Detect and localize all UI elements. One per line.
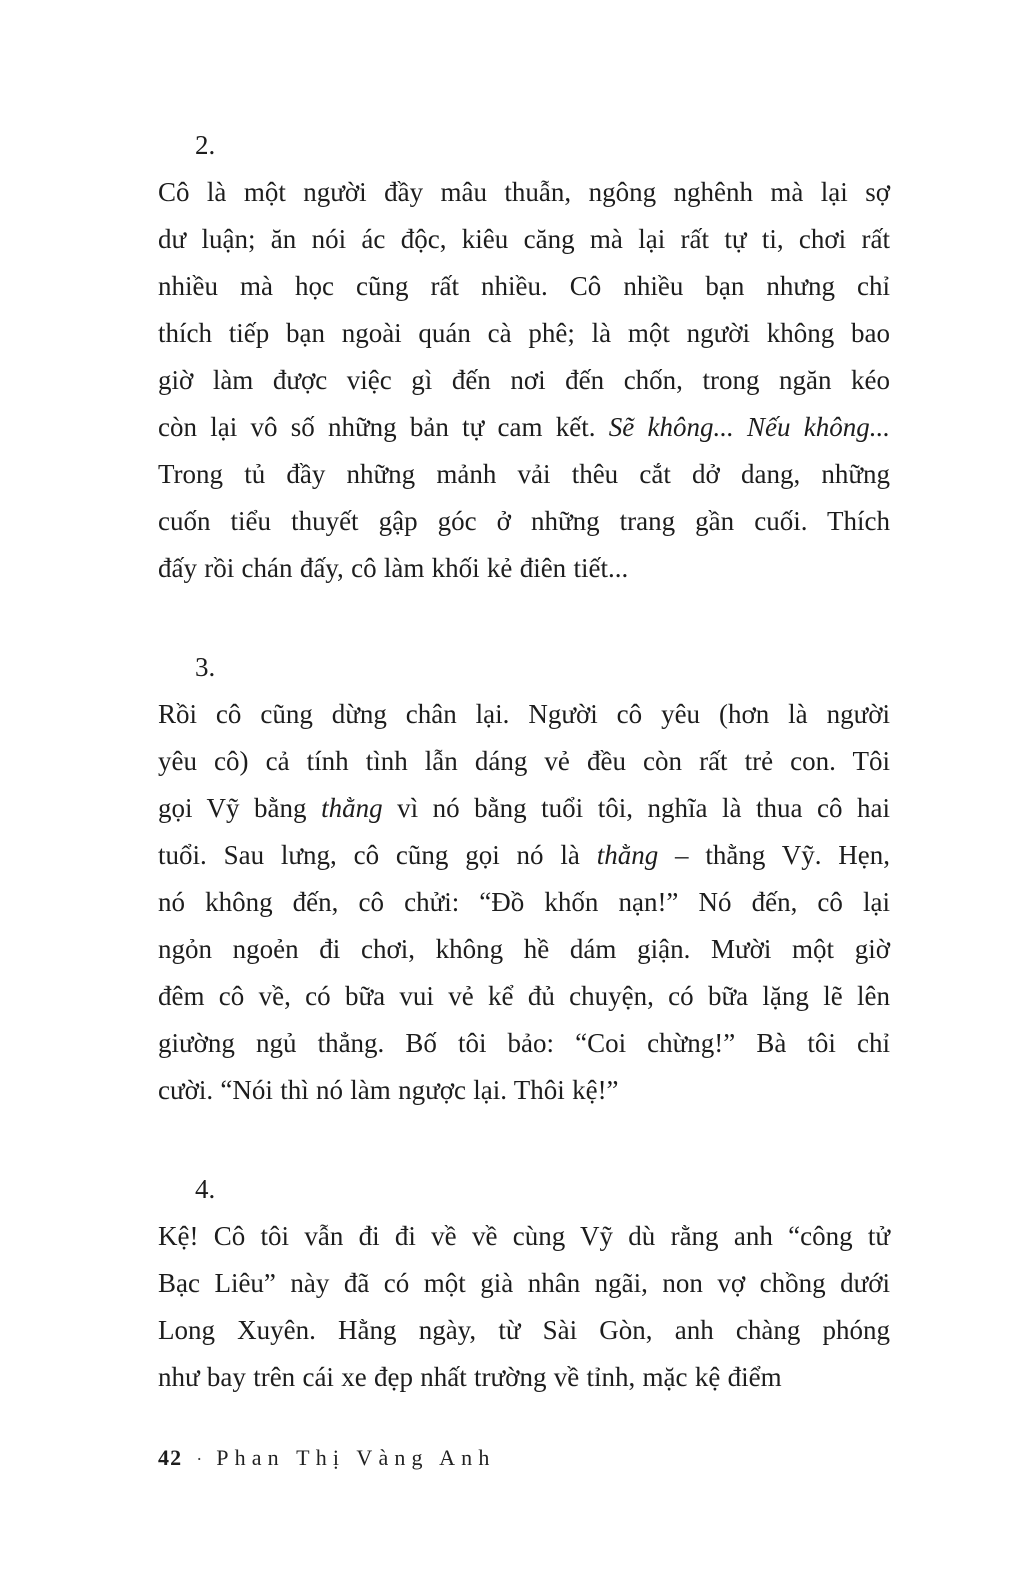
page-content <box>158 0 890 1401</box>
page-footer <box>158 1445 1024 1471</box>
text-line: yêu cô) cả tính tình lẫn dáng vẻ đều còn rất trẻ con. Tôi <box>158 746 890 776</box>
page-number: 42 <box>158 1445 183 1470</box>
text-line: cuốn tiểu thuyết gập góc ở những trang gần cuối. Thích <box>158 506 890 536</box>
text-line: đêm cô về, có bữa vui vẻ kể đủ chuyện, có bữa lặng lẽ lên <box>158 981 890 1011</box>
section-number: 3. <box>195 652 216 682</box>
text-line: Long Xuyên. Hằng ngày, từ Sài Gòn, anh chàng phóng <box>158 1315 890 1345</box>
text-line: nó không đến, cô chửi: “Đồ khốn nạn!” Nó đến, cô lại <box>158 887 890 917</box>
text-line: dư luận; ăn nói ác độc, kiêu căng mà lại rất tự ti, chơi rất <box>158 224 890 254</box>
text-line: gọi Vỹ bằng thằng vì nó bằng tuổi tôi, nghĩa là thua cô hai <box>158 793 890 823</box>
text-line: thích tiếp bạn ngoài quán cà phê; là một người không bao <box>158 318 890 348</box>
text-line: nhiều mà học cũng rất nhiều. Cô nhiều bạn nhưng chỉ <box>158 271 890 301</box>
text-line: giường ngủ thẳng. Bố tôi bảo: “Coi chừng!” Bà tôi chỉ <box>158 1028 890 1058</box>
text-line: tuổi. Sau lưng, cô cũng gọi nó là thằng – thằng Vỹ. Hẹn, <box>158 840 890 870</box>
text-line: Trong tủ đầy những mảnh vải thêu cắt dở dang, những <box>158 459 890 489</box>
text-line: Rồi cô cũng dừng chân lại. Người cô yêu (hơn là người <box>158 699 890 729</box>
text-line: ngỏn ngoẻn đi chơi, không hề dám giận. Mười một giờ <box>158 934 890 964</box>
footer-separator: · <box>196 1449 203 1469</box>
section-number: 4. <box>195 1174 216 1204</box>
text-line: đấy rồi chán đấy, cô làm khối kẻ điên tiết... <box>158 553 629 583</box>
text-line: Bạc Liêu” này đã có một già nhân ngãi, non vợ chồng dưới <box>158 1268 890 1298</box>
section-number: 2. <box>195 130 216 160</box>
footer-author: Phan Thị Vàng Anh <box>216 1445 496 1470</box>
text-line: giờ làm được việc gì đến nơi đến chốn, trong ngăn kéo <box>158 365 890 395</box>
text-line: Kệ! Cô tôi vẫn đi đi về về cùng Vỹ dù rằng anh “công tử <box>158 1221 890 1251</box>
text-line: Cô là một người đầy mâu thuẫn, ngông nghênh mà lại sợ <box>158 177 890 207</box>
text-line: còn lại vô số những bản tự cam kết. Sẽ không... Nếu không... <box>158 412 890 442</box>
text-line: cười. “Nói thì nó làm ngược lại. Thôi kệ!” <box>158 1075 619 1105</box>
text-line: như bay trên cái xe đẹp nhất trường về tỉnh, mặc kệ điểm <box>158 1362 782 1392</box>
